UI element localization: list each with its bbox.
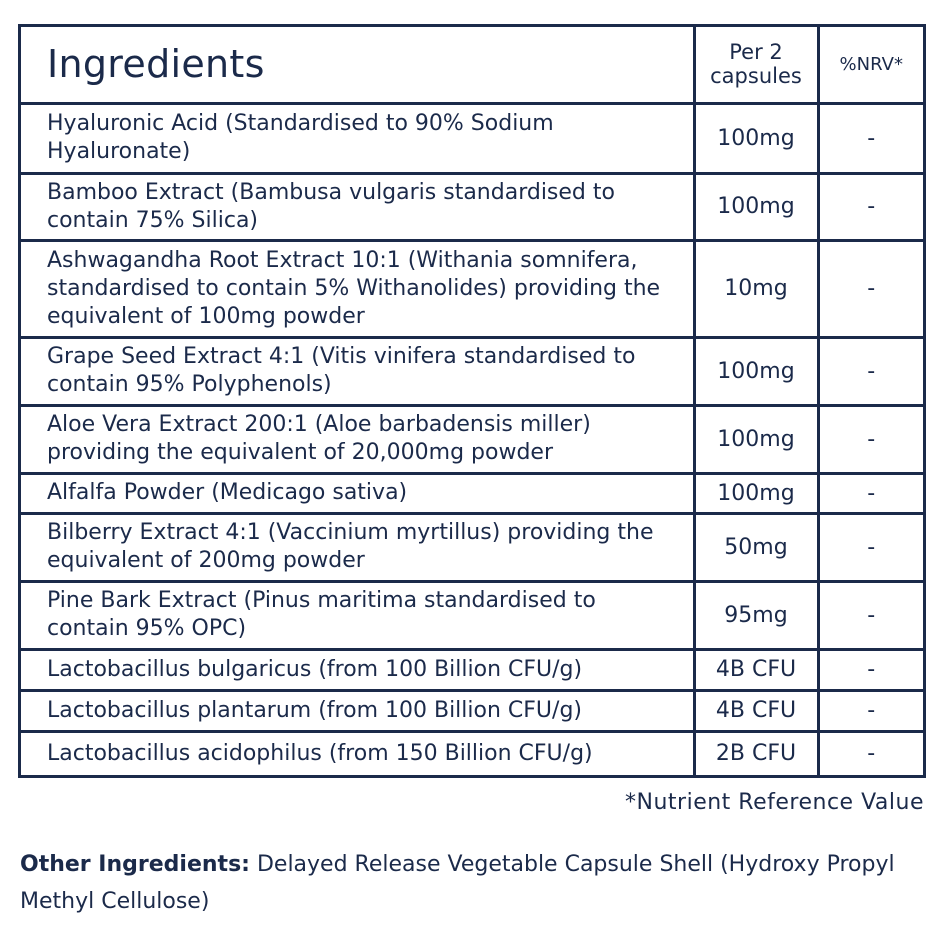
- table-header-row: [21, 27, 923, 103]
- ingredient-amount: 4B CFU: [694, 649, 818, 690]
- ingredients-table-panel: [18, 24, 926, 778]
- ingredient-nrv: -: [818, 649, 923, 690]
- header-per-line2: capsules: [710, 64, 802, 89]
- ingredient-nrv: -: [818, 240, 923, 337]
- ingredient-name: Pine Bark Extract (Pinus maritima standardised to contain 95% OPC): [21, 581, 694, 649]
- ingredient-name: Alfalfa Powder (Medicago sativa): [21, 473, 694, 513]
- other-ingredients-label: Other Ingredients:: [20, 852, 250, 877]
- ingredient-nrv: -: [818, 473, 923, 513]
- ingredient-name: Lactobacillus bulgaricus (from 100 Billion CFU/g): [21, 649, 694, 690]
- ingredient-nrv: -: [818, 731, 923, 775]
- table-row: [21, 473, 923, 513]
- ingredient-amount: 95mg: [694, 581, 818, 649]
- table-row: [21, 513, 923, 581]
- table-row: [21, 103, 923, 173]
- table-row: [21, 173, 923, 240]
- header-nrv: %NRV*: [818, 27, 923, 103]
- ingredient-amount: 4B CFU: [694, 690, 818, 731]
- table-row: [21, 405, 923, 473]
- other-ingredients: [20, 846, 920, 920]
- header-ingredients: Ingredients: [21, 27, 694, 103]
- ingredient-name: Bamboo Extract (Bambusa vulgaris standardised to contain 75% Silica): [21, 173, 694, 240]
- ingredient-amount: 50mg: [694, 513, 818, 581]
- table-row: [21, 581, 923, 649]
- ingredient-amount: 100mg: [694, 473, 818, 513]
- ingredient-nrv: -: [818, 513, 923, 581]
- ingredient-nrv: -: [818, 103, 923, 173]
- ingredient-amount: 100mg: [694, 103, 818, 173]
- ingredient-nrv: -: [818, 581, 923, 649]
- ingredient-name: Grape Seed Extract 4:1 (Vitis vinifera standardised to contain 95% Polyphenols): [21, 337, 694, 405]
- ingredients-table: [21, 27, 923, 775]
- other-ingredients-text: Delayed Release Vegetable Capsule Shell (Hydroxy Propyl Methyl Cellulose): [20, 852, 895, 914]
- ingredient-amount: 100mg: [694, 173, 818, 240]
- ingredient-name: Hyaluronic Acid (Standardised to 90% Sodium Hyaluronate): [21, 103, 694, 173]
- ingredient-nrv: -: [818, 690, 923, 731]
- ingredient-name: Lactobacillus plantarum (from 100 Billion CFU/g): [21, 690, 694, 731]
- table-row: [21, 690, 923, 731]
- table-row: [21, 649, 923, 690]
- ingredient-amount: 100mg: [694, 405, 818, 473]
- ingredient-name: Bilberry Extract 4:1 (Vaccinium myrtillus) providing the equivalent of 200mg powder: [21, 513, 694, 581]
- ingredient-nrv: -: [818, 405, 923, 473]
- ingredient-name: Aloe Vera Extract 200:1 (Aloe barbadensis miller) providing the equivalent of 20,000mg powder: [21, 405, 694, 473]
- ingredient-amount: 10mg: [694, 240, 818, 337]
- nrv-footnote: *Nutrient Reference Value: [625, 790, 924, 815]
- ingredient-amount: 2B CFU: [694, 731, 818, 775]
- table-row: [21, 337, 923, 405]
- table-row: [21, 240, 923, 337]
- ingredient-name: Lactobacillus acidophilus (from 150 Billion CFU/g): [21, 731, 694, 775]
- ingredient-name: Ashwagandha Root Extract 10:1 (Withania somnifera, standardised to contain 5% Withanolides) providing the equivalent of 100mg powder: [21, 240, 694, 337]
- ingredient-nrv: -: [818, 337, 923, 405]
- header-per-2-capsules: [694, 27, 818, 103]
- ingredient-amount: 100mg: [694, 337, 818, 405]
- ingredient-nrv: -: [818, 173, 923, 240]
- header-per-line1: Per 2: [729, 40, 783, 65]
- table-row: [21, 731, 923, 775]
